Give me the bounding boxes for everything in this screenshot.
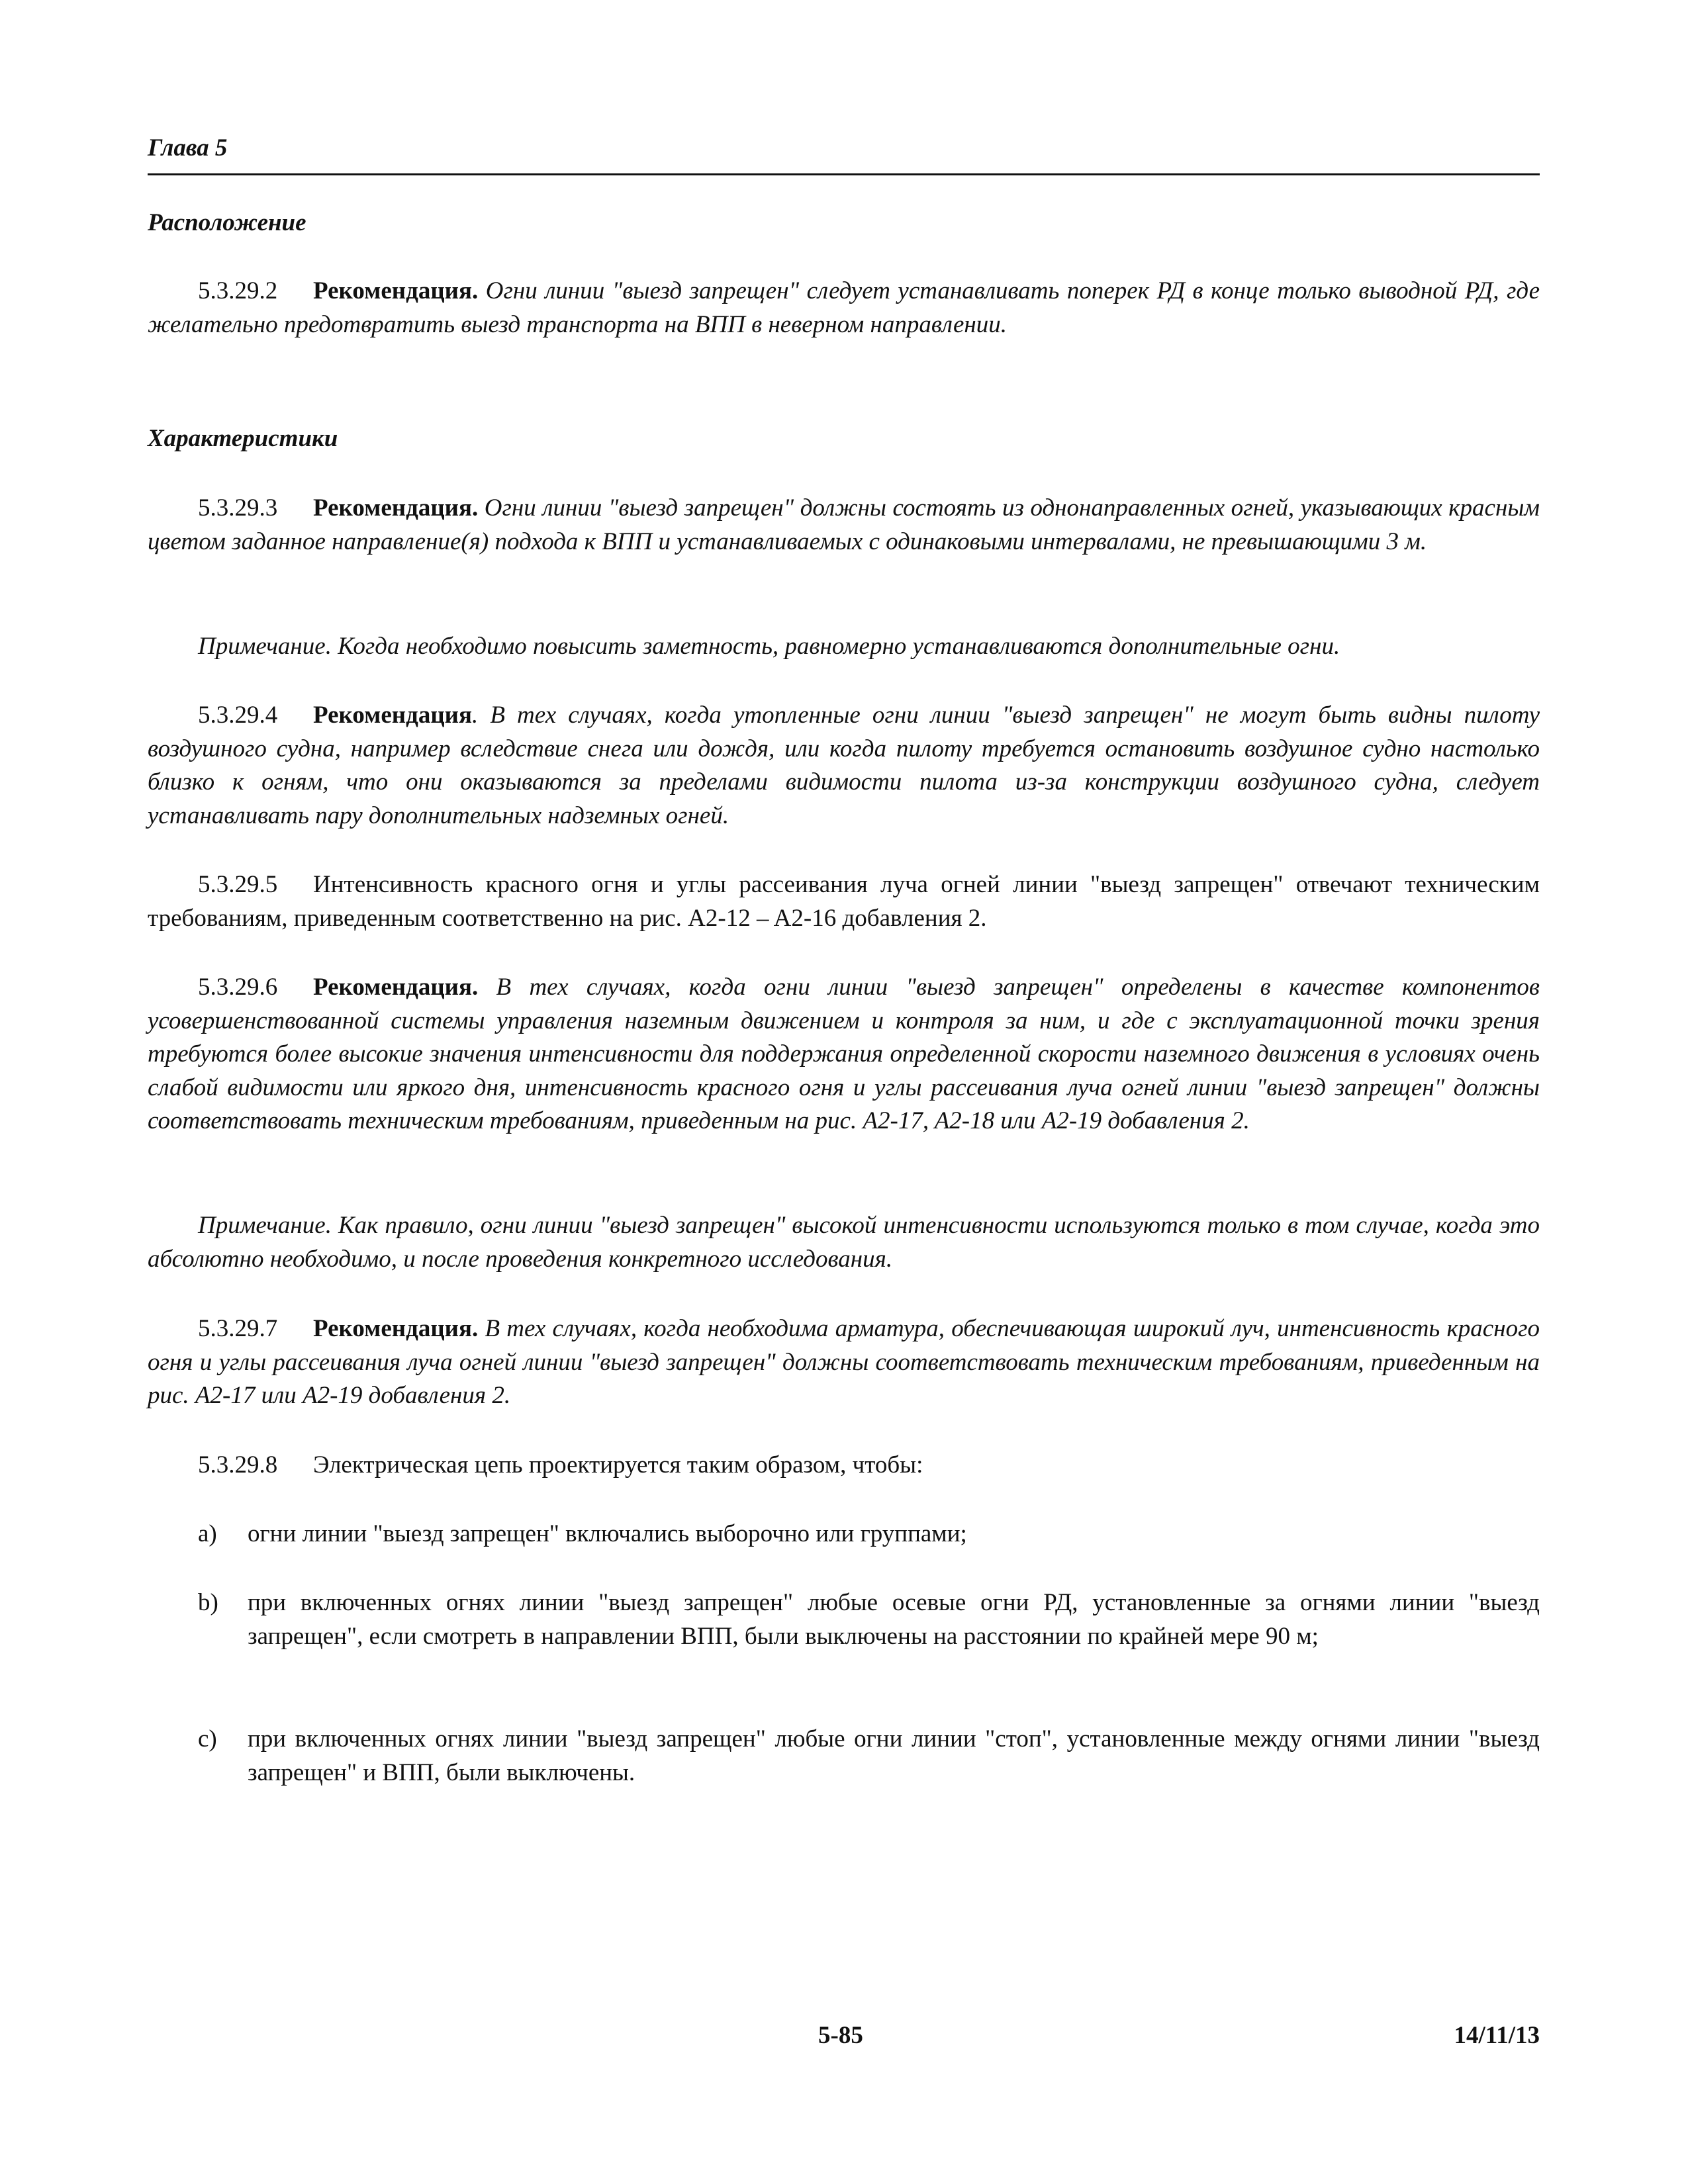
- paragraph-text: Интенсивность красного огня и углы рассеивания луча огней линии "выезд запрещен" отвечают техническим требованиям, приведенным соответственно на рис. A2-12 – A2-16 добавления 2.: [148, 871, 1540, 932]
- paragraph-text: . В тех случаях, когда утопленные огни линии "выезд запрещен" не могут быть видны пилоту воздушного судна, например вследствие снега или дождя, или когда пилоту требуется остановить воздушное судно настолько близко к огням, что они оказываются за пределами видимости пилота из-за конструкции воздушного судна, следует устанавливать пару дополнительных надземных огней.: [148, 702, 1540, 829]
- list-text: при включенных огнях линии "выезд запрещен" любые осевые огни РД, установленные за огнями линии "выезд запрещен", если смотреть в направлении ВПП, были выключены на расстоянии по крайней мере 90 м;: [248, 1589, 1540, 1650]
- paragraph-5-3-29-7: [148, 1312, 1540, 1413]
- paragraph-5-3-29-3: [148, 492, 1540, 559]
- paragraph-number: 5.3.29.8: [198, 1451, 278, 1479]
- paragraph-number: 5.3.29.6: [198, 974, 278, 1001]
- list-item-b: [148, 1586, 1540, 1653]
- paragraph-5-3-29-5: [148, 868, 1540, 935]
- paragraph-text: Огни линии "выезд запрещен" следует устанавливать поперек РД в конце только выводной РД, где желательно предотвратить выезд транспорта на ВПП в неверном направлении.: [148, 277, 1540, 338]
- paragraph-5-3-29-6: [148, 971, 1540, 1138]
- note-visibility: Примечание. Когда необходимо повысить заметность, равномерно устанавливаются дополнительные огни.: [198, 633, 1340, 660]
- paragraph-5-3-29-2: [148, 275, 1540, 341]
- paragraph-5-3-29-8: [148, 1449, 1540, 1482]
- list-item-c: [148, 1723, 1540, 1790]
- paragraph-text: В тех случаях, когда огни линии "выезд запрещен" определены в качестве компонентов усовершенствованной системы управления наземным движением и контроля за ним, и где с эксплуатационной точки зрения требуются более высокие значения интенсивности для поддержания определенной скорости наземного движения в условиях очень слабой видимости или яркого дня, интенсивность красного огня и углы рассеивания луча огней линии "выезд запрещен" должны соответствовать техническим требованиям, приведенным на рис. A2-17, A2-18 или A2-19 добавления 2.: [148, 974, 1540, 1134]
- header-rule: [148, 173, 1540, 175]
- paragraph-5-3-29-4: [148, 699, 1540, 833]
- paragraph-number: 5.3.29.7: [198, 1315, 278, 1342]
- paragraph-text: Электрическая цепь проектируется таким образом, чтобы:: [313, 1451, 923, 1479]
- list-item-a: [148, 1518, 1540, 1551]
- recommendation-label: Рекомендация.: [313, 494, 479, 522]
- paragraph-number: 5.3.29.4: [198, 702, 278, 729]
- section-heading-characteristics: Характеристики: [148, 425, 338, 452]
- chapter-header: Глава 5: [148, 134, 228, 161]
- paragraph-number: 5.3.29.5: [198, 871, 278, 898]
- list-text: при включенных огнях линии "выезд запрещен" любые огни линии "стоп", установленные между огнями линии "выезд запрещен" и ВПП, были выключены.: [248, 1725, 1540, 1786]
- recommendation-label: Рекомендация.: [313, 974, 479, 1001]
- list-letter: c): [198, 1725, 217, 1752]
- paragraph-number: 5.3.29.2: [198, 277, 278, 304]
- page-date: 14/11/13: [1454, 2022, 1540, 2049]
- recommendation-label: Рекомендация.: [313, 277, 479, 304]
- page-number: 5-85: [818, 2022, 863, 2049]
- list-text: огни линии "выезд запрещен" включались выборочно или группами;: [248, 1520, 967, 1547]
- paragraph-number: 5.3.29.3: [198, 494, 278, 522]
- list-letter: a): [198, 1520, 217, 1547]
- note-high-intensity: Примечание. Как правило, огни линии "выезд запрещен" высокой интенсивности используются только в том случае, когда это абсолютно необходимо, и после проведения конкретного исследования.: [148, 1212, 1540, 1273]
- list-letter: b): [198, 1589, 218, 1616]
- paragraph-text: Огни линии "выезд запрещен" должны состоять из однонаправленных огней, указывающих красным цветом заданное направление(я) подхода к ВПП и устанавливаемых с одинаковыми интервалами, не превышающими 3 м.: [148, 494, 1540, 555]
- section-heading-location: Расположение: [148, 209, 306, 236]
- paragraph-text: В тех случаях, когда необходима арматура, обеспечивающая широкий луч, интенсивность красного огня и углы рассеивания луча огней линии "выезд запрещен" должны соответствовать техническим требованиям, приведенным на рис. A2-17 или A2-19 добавления 2.: [148, 1315, 1540, 1409]
- recommendation-label: Рекомендация.: [313, 1315, 479, 1342]
- recommendation-label: Рекомендация: [313, 702, 472, 729]
